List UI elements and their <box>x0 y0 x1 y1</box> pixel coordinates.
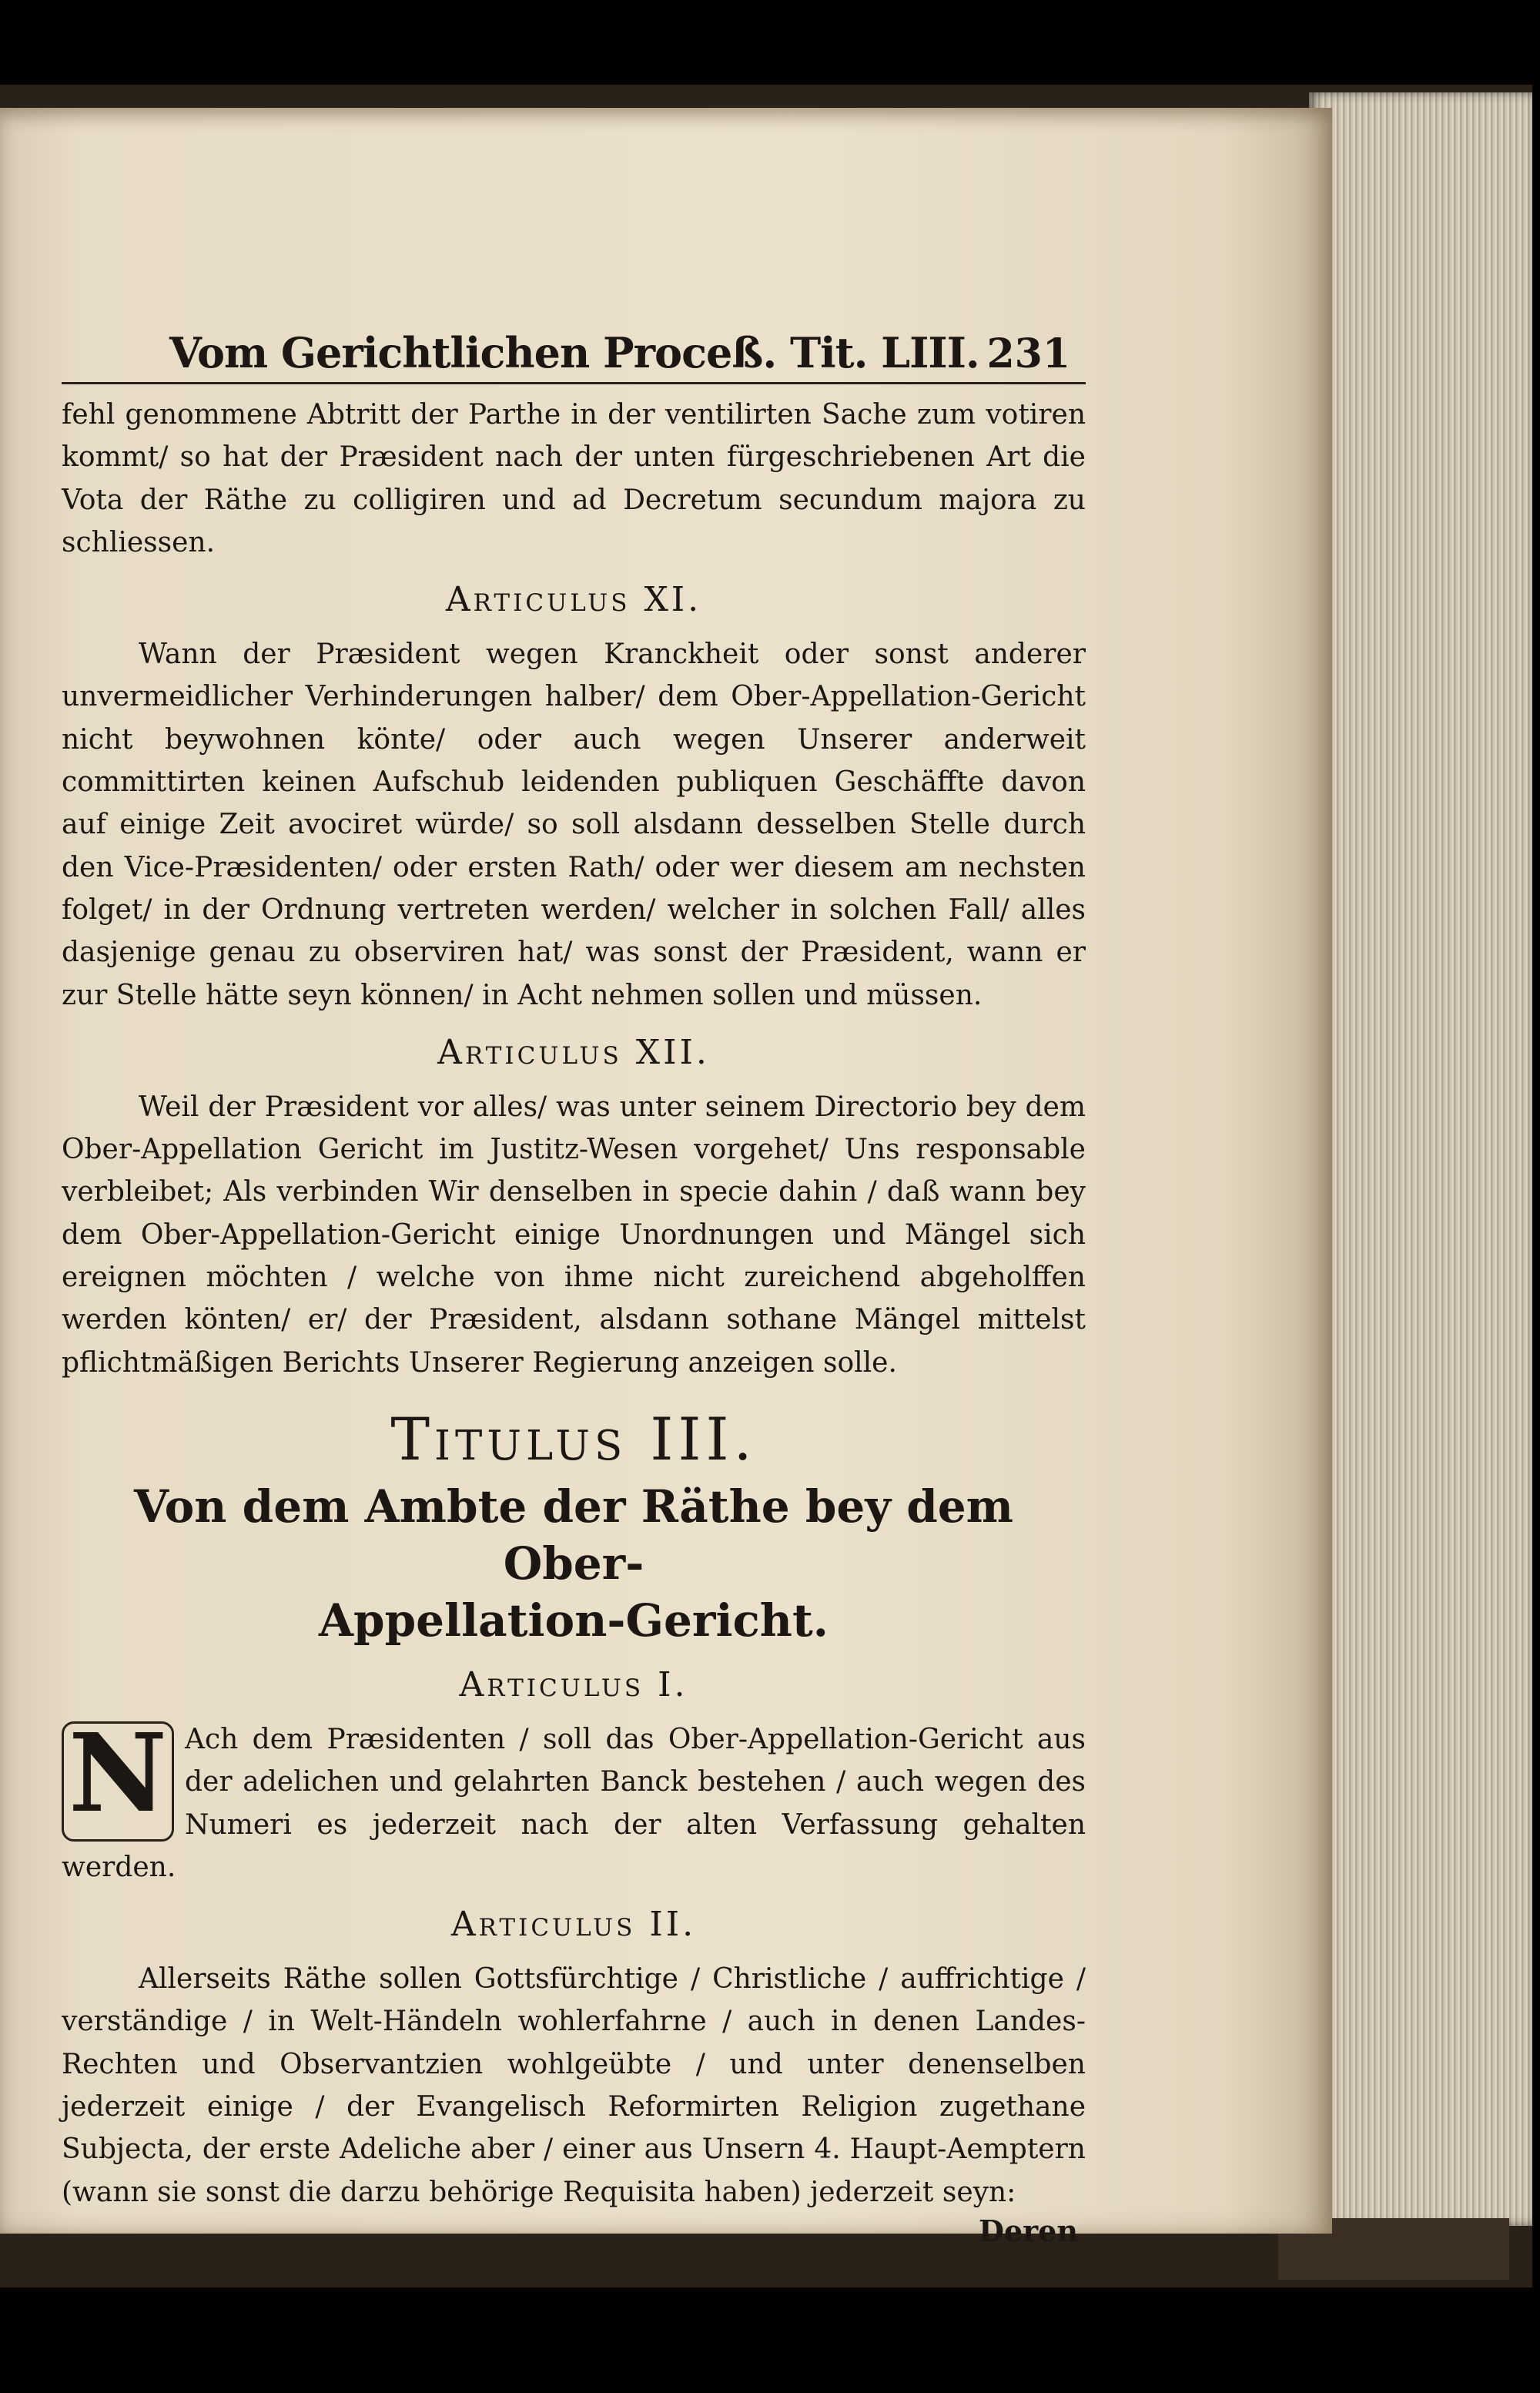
drop-cap: N <box>62 1721 174 1842</box>
titulus-heading: Titulus III. <box>390 1404 757 1473</box>
article-xii-text: Weil der Præsident vor alles/ was unter seinem Directorio bey dem Ober-Appellation Gericht im Justitz-Wesen vorgehet/ Uns responsable verbleibet; Als verbinden Wir denselben in specie dahin / daß wann bey dem Ober-Appellation-Gericht einige Unordnungen und Mängel sich ereignen möchten / welche von ihme nicht zureichend abgeholffen werden könten/ er/ der Præsident, alsdann sothane Mängel mittelst pflichtmäßigen Berichts Unserer Regierung anzeigen solle. <box>62 1091 1086 1379</box>
paragraph-intro: fehl genommene Abtritt der Parthe in der ventilirten Sache zum votiren kommt/ so hat der Præsident nach der unten fürgeschriebenen Art die Vota der Räthe zu colligiren und ad Decretum secundum majora zu schliessen. <box>62 399 1086 558</box>
article-ii-text: Allerseits Räthe sollen Gottsfürchtige / Christliche / auffrichtige / verständige / in Welt-Händeln wohlerfahrne / auch in denen Landes-Rechten und Observantzien wohlgeübte / und unter denenselben jederzeit einige / der Evangelisch Reformirten Religion zugethane Subjecta, der erste Adeliche aber / einer aus Unsern 4. Haupt-Aemptern (wann sie sonst die darzu behörige Requisita haben) jederzeit seyn: <box>62 1963 1086 2208</box>
title-line-2: Appellation-Gericht. <box>319 1594 829 1647</box>
title-line-1: Von dem Ambte der Räthe bey dem Ober- <box>133 1480 1014 1590</box>
catchword: Deren <box>979 2213 1078 2248</box>
article-i-text: Ach dem Præsidenten / soll das Ober-Appellation-Gericht aus der adelichen und gelahrten Banck bestehen / auch wegen des Numeri es jederzeit nach der alten Verfassung gehalten werden. <box>62 1723 1086 1883</box>
page-edges <box>1309 92 1532 2226</box>
book-page <box>0 108 1332 2248</box>
page-text-area <box>62 316 1086 2248</box>
article-xi-text: Wann der Præsident wegen Kranckheit oder sonst anderer unvermeidlicher Verhinderungen halber/ dem Ober-Appellation-Gericht nicht beywohnen könte/ oder auch wegen Unserer anderweit committirten keinen Aufschub leidenden publiquen Geschäffte davon auf einige Zeit avociret würde/ so soll alsdann desselben Stelle durch den Vice-Præsidenten/ oder ersten Rath/ oder wer diesem am nechsten folget/ in der Ordnung vertreten werden/ welcher in solchen Fall/ alles dasjenige genau zu observiren hat/ was sonst der Præsident, wann er zur Stelle hätte seyn können/ in Acht nehmen sollen und müssen. <box>62 638 1086 1011</box>
page-header <box>62 316 1086 384</box>
page-number: 231 <box>986 330 1070 377</box>
article-heading-xi: Articulus XI. <box>445 580 702 620</box>
article-i-block <box>62 1710 1086 1889</box>
article-heading-i: Articulus I. <box>459 1664 688 1704</box>
running-head: Vom Gerichtlichen Proceß. Tit. LIII. <box>169 328 979 377</box>
article-heading-xii: Articulus XII. <box>437 1032 710 1072</box>
article-heading-ii: Articulus II. <box>450 1905 697 1945</box>
